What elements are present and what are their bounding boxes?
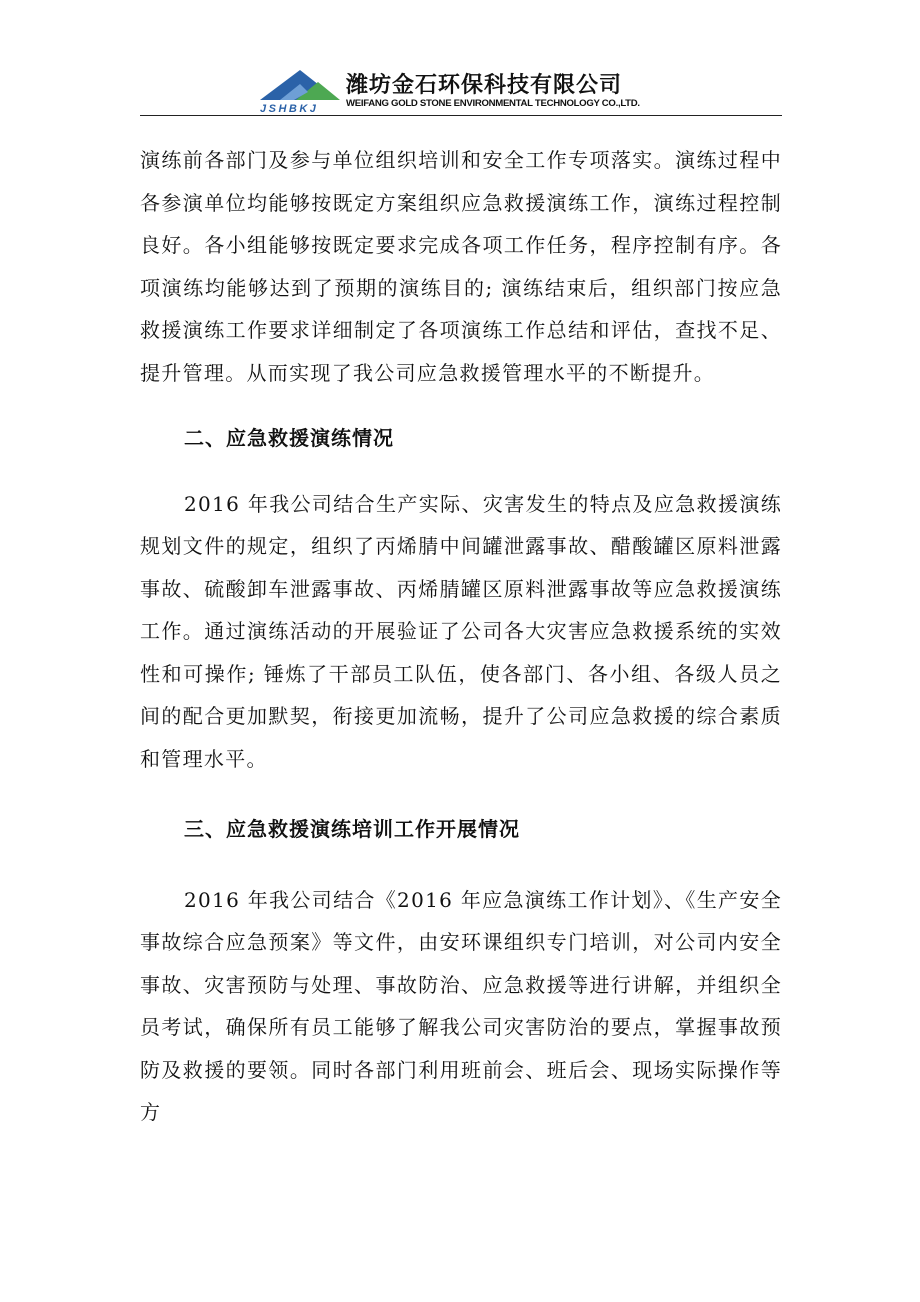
paragraph-2: 2016 年我公司结合生产实际、灾害发生的特点及应急救援演练规划文件的规定，组织了丙烯腈中间罐泄露事故、醋酸罐区原料泄露事故、硫酸卸车泄露事故、丙烯腈罐区原料泄露事故等应急救援演练工作。通过演练活动的开展验证了公司各大灾害应急救援系统的实效性和可操作; 锤炼了干部员工队伍，使各部门、各小组、各级人员之间的配合更加默契，衔接更加流畅，提升了公司应急救援的综合素质和管理水平。 [140, 491, 782, 771]
company-logo [260, 66, 352, 114]
section-heading-2: 二、应急救援演练情况 [184, 426, 394, 450]
logo-text: JSHBKJ [260, 103, 319, 114]
document-body [140, 139, 782, 1134]
paragraph-3: 2016 年我公司结合《2016 年应急演练工作计划》、《生产安全事故综合应急预案》等文件，由安环课组织专门培训，对公司内安全事故、灾害预防与处理、事故防治、应急救援等进行讲解，并组织全员考试，确保所有员工能够了解我公司灾害防治的要点，掌握事故预防及救援的要领。同时各部门利用班前会、班后会、现场实际操作等方 [140, 887, 782, 1124]
header-divider [140, 115, 782, 116]
paragraph-1: 演练前各部门及参与单位组织培训和安全工作专项落实。演练过程中各参演单位均能够按既定方案组织应急救援演练工作，演练过程控制良好。各小组能够按既定要求完成各项工作任务，程序控制有序。各项演练均能够达到了预期的演练目的; 演练结束后，组织部门按应急救援演练工作要求详细制定了各项演练工作总结和评估，查找不足、提升管理。从而实现了我公司应急救援管理水平的不断提升。 [140, 148, 782, 385]
page-header [140, 62, 782, 118]
company-name-cn: 潍坊金石环保科技有限公司 [346, 73, 623, 98]
section-heading-3: 三、应急救援演练培训工作开展情况 [184, 817, 520, 841]
company-name-en: WEIFANG GOLD STONE ENVIRONMENTAL TECHNOLOGY CO.,LTD. [346, 98, 640, 109]
